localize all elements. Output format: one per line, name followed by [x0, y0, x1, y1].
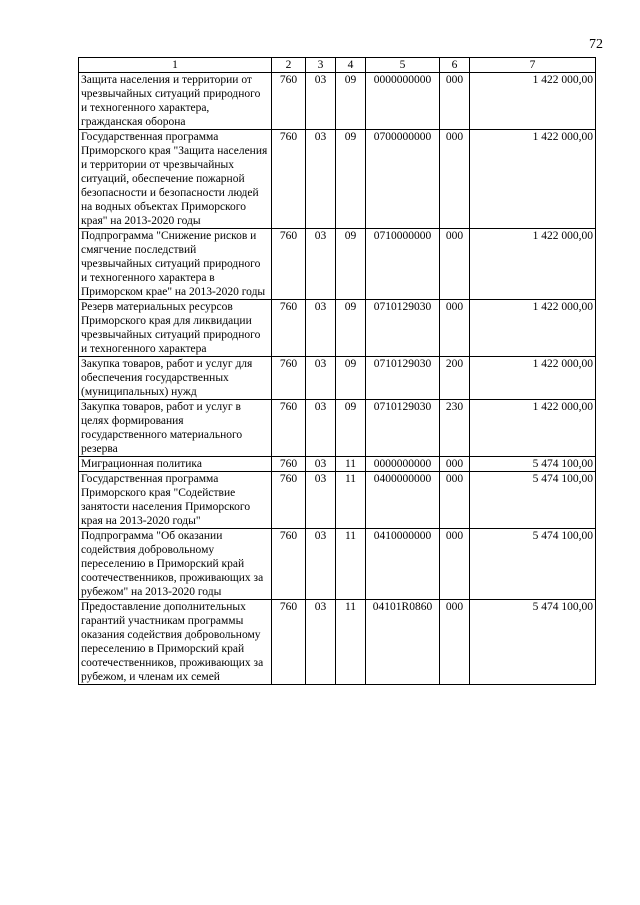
page-number: 72 [589, 37, 603, 52]
table-row [79, 457, 596, 472]
row-amount: 5 474 100,00 [470, 529, 596, 600]
header-cell-3: 3 [306, 58, 336, 73]
row-admin-code: 760 [272, 600, 306, 685]
row-subsection: 09 [336, 300, 366, 357]
table-row [79, 472, 596, 529]
budget-table [78, 57, 596, 685]
row-amount: 5 474 100,00 [470, 457, 596, 472]
header-cell-1: 1 [79, 58, 272, 73]
row-admin-code: 760 [272, 130, 306, 229]
row-section: 03 [306, 357, 336, 400]
row-expense-type: 000 [440, 472, 470, 529]
row-expense-type: 000 [440, 130, 470, 229]
row-expense-type: 000 [440, 529, 470, 600]
row-target-article: 0410000000 [366, 529, 440, 600]
row-amount: 1 422 000,00 [470, 400, 596, 457]
header-cell-2: 2 [272, 58, 306, 73]
row-subsection: 09 [336, 400, 366, 457]
row-section: 03 [306, 73, 336, 130]
table-row [79, 357, 596, 400]
row-expense-type: 000 [440, 229, 470, 300]
row-name: Государственная программа Приморского края "Защита населения и территории от чрезвычайных ситуаций, обеспечение пожарной безопасности и безопасности людей на водных объектах Приморского края" на 2013-2020 годы [79, 130, 272, 229]
row-name: Подпрограмма "Об оказании содействия добровольному переселению в Приморский край соотечественников, проживающих за рубежом" на 2013-2020 годы [79, 529, 272, 600]
row-name: Закупка товаров, работ и услуг в целях формирования государственного материального резерва [79, 400, 272, 457]
row-target-article: 0000000000 [366, 73, 440, 130]
row-target-article: 0710129030 [366, 400, 440, 457]
row-expense-type: 000 [440, 73, 470, 130]
row-target-article: 0710000000 [366, 229, 440, 300]
row-subsection: 11 [336, 529, 366, 600]
table-row [79, 529, 596, 600]
row-amount: 5 474 100,00 [470, 600, 596, 685]
row-section: 03 [306, 529, 336, 600]
header-cell-5: 5 [366, 58, 440, 73]
row-expense-type: 000 [440, 600, 470, 685]
header-cell-4: 4 [336, 58, 366, 73]
row-admin-code: 760 [272, 73, 306, 130]
row-expense-type: 200 [440, 357, 470, 400]
row-target-article: 0400000000 [366, 472, 440, 529]
row-target-article: 0700000000 [366, 130, 440, 229]
row-admin-code: 760 [272, 472, 306, 529]
row-subsection: 11 [336, 600, 366, 685]
row-name: Резерв материальных ресурсов Приморского края для ликвидации чрезвычайных ситуаций природного и техногенного характера [79, 300, 272, 357]
row-target-article: 0710129030 [366, 357, 440, 400]
row-amount: 1 422 000,00 [470, 357, 596, 400]
row-section: 03 [306, 600, 336, 685]
row-section: 03 [306, 400, 336, 457]
row-subsection: 09 [336, 229, 366, 300]
row-name: Государственная программа Приморского края "Содействие занятости населения Приморского края на 2013-2020 годы" [79, 472, 272, 529]
row-expense-type: 230 [440, 400, 470, 457]
table-row [79, 73, 596, 130]
row-section: 03 [306, 130, 336, 229]
header-cell-6: 6 [440, 58, 470, 73]
row-target-article: 04101R0860 [366, 600, 440, 685]
row-admin-code: 760 [272, 229, 306, 300]
row-amount: 1 422 000,00 [470, 229, 596, 300]
row-subsection: 09 [336, 130, 366, 229]
row-amount: 1 422 000,00 [470, 130, 596, 229]
row-amount: 5 474 100,00 [470, 472, 596, 529]
row-section: 03 [306, 300, 336, 357]
row-name: Защита населения и территории от чрезвычайных ситуаций природного и техногенного характера, гражданская оборона [79, 73, 272, 130]
row-section: 03 [306, 472, 336, 529]
row-subsection: 09 [336, 357, 366, 400]
row-amount: 1 422 000,00 [470, 73, 596, 130]
row-expense-type: 000 [440, 300, 470, 357]
row-name: Миграционная политика [79, 457, 272, 472]
row-section: 03 [306, 457, 336, 472]
row-expense-type: 000 [440, 457, 470, 472]
row-subsection: 11 [336, 472, 366, 529]
row-name: Предоставление дополнительных гарантий участникам программы оказания содействия добровольному переселению в Приморский край соотечественников, проживающих за рубежом, и членам их семей [79, 600, 272, 685]
row-admin-code: 760 [272, 300, 306, 357]
table-row [79, 400, 596, 457]
row-target-article: 0710129030 [366, 300, 440, 357]
row-admin-code: 760 [272, 357, 306, 400]
row-subsection: 09 [336, 73, 366, 130]
row-target-article: 0000000000 [366, 457, 440, 472]
header-cell-7: 7 [470, 58, 596, 73]
row-admin-code: 760 [272, 457, 306, 472]
table-row [79, 130, 596, 229]
row-amount: 1 422 000,00 [470, 300, 596, 357]
table-row [79, 229, 596, 300]
row-admin-code: 760 [272, 400, 306, 457]
table-row [79, 300, 596, 357]
row-section: 03 [306, 229, 336, 300]
row-subsection: 11 [336, 457, 366, 472]
row-name: Подпрограмма "Снижение рисков и смягчение последствий чрезвычайных ситуаций природного и техногенного характера в Приморском крае" на 2013-2020 годы [79, 229, 272, 300]
header-row [79, 58, 596, 73]
row-name: Закупка товаров, работ и услуг для обеспечения государственных (муниципальных) нужд [79, 357, 272, 400]
table-row [79, 600, 596, 685]
row-admin-code: 760 [272, 529, 306, 600]
